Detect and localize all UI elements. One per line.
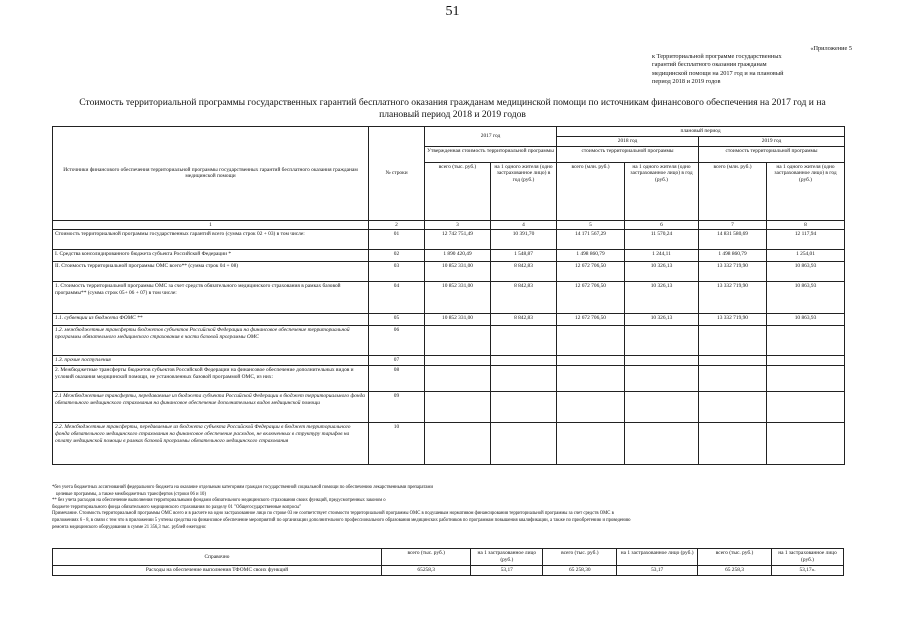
header-2018: 2018 год (557, 136, 699, 146)
row-label: 2. Межбюджетные трансферты бюджетов субъектов Российской Федерации на финансовое обеспечение дополнительных видов и условий оказания медицинской помощи, не установленных базовой программой ОМС, из них: (53, 366, 369, 392)
cell-value: 1 498 860,79 (699, 250, 767, 262)
cell-value (491, 392, 557, 423)
header-per-person-2019: на 1 одного жителя (одно застрахованное лицо) в год (руб.) (767, 162, 845, 220)
cell-value: 12 117,94 (767, 230, 845, 250)
cell-value: 13 332 719,90 (699, 314, 767, 326)
row-label: I. Средства консолидированного бюджета субъекта Российской Федерации * (53, 250, 369, 262)
col-num: 5 (557, 220, 625, 230)
cell-value: 13 332 719,90 (699, 262, 767, 282)
footnote: приложениях 6 - 8, в связи с тем что в приложении 5 учтены средства на финансовое обеспечение мероприятий по организации дополнительного профессионального образования медицинских работников по программам повышения квалификации, а также по приобретению и проведению (52, 517, 631, 523)
table-row (53, 326, 845, 356)
row-label: Стоимость территориальной программы государственных гарантий всего (сумма строк 02 + 03) в том числе: (53, 230, 369, 250)
row-no: 07 (369, 356, 425, 366)
appendix-line: гарантий бесплатного оказания гражданам (652, 61, 767, 69)
cell-value: 10 391,70 (491, 230, 557, 250)
row-label: 2.1 Межбюджетные трансферты, передаваемые из бюджета субъекта Российской Федерации в бюджет территориального фонда обязательного медицинского страхования на финансовое обеспечение дополнительных видов медицинской помощи (53, 392, 369, 423)
cell-value: 10 326,13 (625, 314, 699, 326)
cell-value: 12 672 706,50 (557, 262, 625, 282)
cell-value (625, 366, 699, 392)
cell-value: 53,17 (471, 566, 543, 576)
reference-header: всего (тыс. руб.) (543, 549, 617, 566)
cell-value (491, 423, 557, 465)
cell-value (425, 326, 491, 356)
header-sources: Источники финансового обеспечения территориальной программы государственных гарантий бесплатного оказания гражданам медицинской помощи (53, 127, 369, 221)
title-line: Стоимость территориальной программы государственных гарантий бесплатного оказания гражданам медицинской помощи по источникам финансового обеспечения на 2017 год и на (79, 97, 826, 108)
appendix-header (652, 45, 852, 86)
cell-value (767, 366, 845, 392)
footnote: *без учета бюджетных ассигнований федерального бюджета на оказание отдельным категориям граждан государственной социальной помощи по обеспечению лекарственными препаратами (52, 485, 433, 490)
table-row (53, 423, 845, 465)
col-num: 1 (53, 220, 369, 230)
table-row (53, 356, 845, 366)
cell-value: 10 326,13 (625, 282, 699, 314)
header-2017: 2017 год (425, 127, 557, 147)
cell-value: 12 672 706,50 (557, 282, 625, 314)
row-label: 1.3. прочие поступления (53, 356, 369, 366)
table-row (53, 392, 845, 423)
col-num: 6 (625, 220, 699, 230)
cell-value: 1 244,11 (625, 250, 699, 262)
reference-table (52, 548, 844, 576)
cell-value: 11 570,24 (625, 230, 699, 250)
cell-value (625, 356, 699, 366)
row-label: 2.2. Межбюджетные трансферты, передаваемые из бюджета субъекта Российской Федерации в бюджет территориального фонда обязательного медицинского страхования на финансовое обеспечение расходов, не включенных в структуру тарифов на оплату медицинской помощи в рамках базовой программы обязательного медицинского страхования (53, 423, 369, 465)
cell-value: 14 831 580,69 (699, 230, 767, 250)
cell-value: 1 498 860,79 (557, 250, 625, 262)
document-title (40, 97, 865, 120)
appendix-line: период 2018 и 2019 годов (652, 77, 721, 85)
table-row (53, 282, 845, 314)
footnote: Примечание. Стоимость территориальной программы ОМС всего и в расчете на одно застрахованное лицо по строке 03 не соответствует стоимости территориальной программы ОМС в подушевым нормативом финансирования территориальной программы за счет средств ОМС в (52, 511, 614, 517)
row-label: 1.2. межбюджетные трансферты бюджетов субъектов Российской Федерации на финансовое обеспечение территориальной программы обязательного медицинского страхования в части базовой программы ОМС (53, 326, 369, 356)
header-per-person-2017: на 1 одного жителя (одно застрахованное лицо) в год (руб.) (491, 162, 557, 220)
cell-value: 65258,3 (382, 566, 471, 576)
reference-header: всего (тыс. руб.) (697, 549, 771, 566)
cell-value: 8 842,83 (491, 314, 557, 326)
appendix-line: «Приложение 5 (810, 45, 852, 52)
cell-value (425, 356, 491, 366)
appendix-line: медицинской помощи на 2017 год и на плановый (652, 69, 784, 77)
row-no: 05 (369, 314, 425, 326)
reference-header: на 1 застрахованное лицо (руб.) (471, 549, 543, 566)
row-no: 02 (369, 250, 425, 262)
cell-value (699, 356, 767, 366)
footnote: бюджете территориального фонда обязательного медицинского страхования по разделу 01 "Общегосударственные вопросы" (52, 504, 302, 510)
cost-table (52, 126, 845, 465)
cell-value: 10 852 331,00 (425, 262, 491, 282)
cell-value: 65 258,3 (697, 566, 771, 576)
cell-value: 12 672 706,50 (557, 314, 625, 326)
cell-value (625, 423, 699, 465)
cell-value (557, 392, 625, 423)
col-num: 2 (369, 220, 425, 230)
header-total-2019: всего (млн. руб.) (699, 162, 767, 220)
header-total-2017: всего (тыс. руб.) (425, 162, 491, 220)
footnotes (52, 485, 844, 531)
cell-value (699, 392, 767, 423)
reference-label: Справочно (53, 549, 382, 566)
cell-value: 1 254,01 (767, 250, 845, 262)
cell-value: 65 258,30 (543, 566, 617, 576)
header-2019: 2019 год (699, 136, 845, 146)
header-approved-cost: Утвержденная стоимость территориальной программы (425, 146, 557, 162)
table-row (53, 262, 845, 282)
page-number: 51 (445, 4, 460, 19)
cell-value (557, 326, 625, 356)
cell-value (699, 423, 767, 465)
title-line: плановый период 2018 и 2019 годов (379, 108, 526, 120)
cell-value: 10 852 331,00 (425, 314, 491, 326)
footnote: ремонта медицинского оборудования в сумме 21 356,3 тыс. рублей ежегодно: (52, 524, 207, 530)
col-num: 8 (767, 220, 845, 230)
reference-header: на 1 застрахованное лицо (руб.) (617, 549, 698, 566)
cell-value: 1 548,87 (491, 250, 557, 262)
cell-value: 53,17 (617, 566, 698, 576)
table-row (53, 250, 845, 262)
row-label: 1.1. субвенции из бюджета ФОМС ** (53, 314, 369, 326)
col-num: 3 (425, 220, 491, 230)
reference-header: на 1 застрахованное лицо (руб.) (772, 549, 844, 566)
cell-value (557, 366, 625, 392)
header-row-no: № строки (369, 127, 425, 221)
cell-value: 8 842,83 (491, 282, 557, 314)
row-no: 01 (369, 230, 425, 250)
cell-value (699, 326, 767, 356)
cell-value: 8 842,83 (491, 262, 557, 282)
table-row (53, 566, 844, 576)
cell-value (625, 326, 699, 356)
cell-value: 13 332 719,90 (699, 282, 767, 314)
col-num: 4 (491, 220, 557, 230)
cell-value (767, 423, 845, 465)
header-per-person-2018: на 1 одного жителя (одно застрахованное лицо) в год (руб.) (625, 162, 699, 220)
table-row (53, 366, 845, 392)
cell-value: 53,17». (772, 566, 844, 576)
cell-value (425, 392, 491, 423)
cell-value: 10 326,13 (625, 262, 699, 282)
cell-value: 12 742 751,49 (425, 230, 491, 250)
appendix-line: к Территориальной программе государственных (652, 53, 782, 61)
cell-value (767, 326, 845, 356)
cell-value (491, 366, 557, 392)
cell-value (425, 423, 491, 465)
row-no: 10 (369, 423, 425, 465)
header-cost-2019: стоимость территориальной программы (699, 146, 845, 162)
row-no: 08 (369, 366, 425, 392)
table-row (53, 230, 845, 250)
footnote: ** без учета расходов на обеспечение выполнения территориальными фондами обязательного медицинского страхования своих функций, предусмотренных законом о (52, 498, 386, 504)
footnote: целевые программы, а также межбюджетных трансфертов (строки 06 и 10) (56, 491, 206, 497)
cell-value (557, 356, 625, 366)
table-row (53, 314, 845, 326)
cell-value: 10 863,93 (767, 282, 845, 314)
header-cost-2018: стоимость территориальной программы (557, 146, 699, 162)
row-no: 04 (369, 282, 425, 314)
reference-row-label: Расходы на обеспечение выполнения ТФОМС своих функций (53, 566, 382, 576)
cell-value: 10 852 331,00 (425, 282, 491, 314)
cell-value (557, 423, 625, 465)
header-planned: плановый период (557, 127, 845, 137)
header-total-2018: всего (млн. руб.) (557, 162, 625, 220)
row-no: 03 (369, 262, 425, 282)
col-num: 7 (699, 220, 767, 230)
cell-value (625, 392, 699, 423)
cell-value: 1 890 420,49 (425, 250, 491, 262)
row-no: 06 (369, 326, 425, 356)
cell-value (425, 366, 491, 392)
cell-value (491, 326, 557, 356)
row-no: 09 (369, 392, 425, 423)
cell-value (699, 366, 767, 392)
cell-value: 14 171 567,29 (557, 230, 625, 250)
cell-value: 10 863,93 (767, 314, 845, 326)
cell-value (491, 356, 557, 366)
reference-header: всего (тыс. руб.) (382, 549, 471, 566)
row-label: II. Стоимость территориальной программы ОМС всего** (сумма строк 04 + 08) (53, 262, 369, 282)
cell-value (767, 356, 845, 366)
cell-value (767, 392, 845, 423)
cell-value: 10 863,93 (767, 262, 845, 282)
row-label: 1. Стоимость территориальной программы ОМС за счет средств обязательного медицинского страхования в рамках базовой программы** (сумма строк 05+ 06 + 07) в том числе: (53, 282, 369, 314)
